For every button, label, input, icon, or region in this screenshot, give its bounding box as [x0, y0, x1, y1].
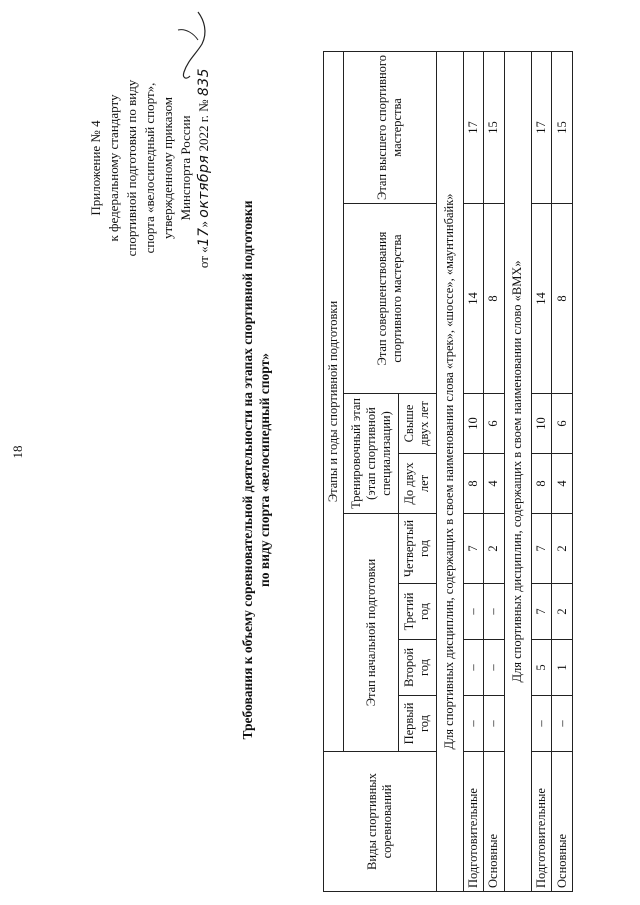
- table-cell: 10: [463, 394, 483, 454]
- table-cell: –: [463, 640, 483, 696]
- table-cell: –: [552, 696, 573, 752]
- order-mid: »: [196, 217, 211, 228]
- table-cell: 14: [463, 204, 483, 394]
- requirements-table-wrap: [323, 52, 573, 892]
- table-cell: 7: [532, 514, 552, 584]
- title-line-2: по виду спорта «велосипедный спорт»: [257, 353, 272, 587]
- table-cell: 8: [484, 204, 504, 394]
- signature-mark: [168, 10, 214, 82]
- header-stage-higher: Этап высшего спортивного мастерства: [344, 51, 436, 203]
- appendix-line-6: Минспорта России: [178, 115, 193, 221]
- row-label: Основные: [552, 752, 573, 892]
- table-cell: –: [484, 584, 504, 640]
- appendix-line-2: к федеральному стандарту: [106, 94, 121, 242]
- header-training-over-2: Свыше двух лет: [399, 394, 437, 454]
- order-number: 835: [196, 67, 212, 97]
- table-cell: 8: [532, 454, 552, 514]
- title-line-1: Требования к объему соревновательной деятельности на этапах спортивной подготовки: [240, 200, 255, 740]
- table-cell: 14: [532, 204, 552, 394]
- table-cell: 7: [532, 584, 552, 640]
- section-header-track: Для спортивных дисциплин, содержащих в своем наименовании слова «трек», «шоссе», «маунтинбайк»: [436, 51, 463, 891]
- header-stage-training: Тренировочный этап (этап спортивной специализации): [344, 394, 399, 514]
- table-cell: 2: [552, 584, 573, 640]
- header-stage-perfection: Этап совершенствования спортивного мастерства: [344, 204, 436, 394]
- header-stages: Этапы и годы спортивной подготовки: [324, 51, 344, 751]
- table-cell: –: [463, 696, 483, 752]
- table-cell: 10: [532, 394, 552, 454]
- table-cell: 8: [463, 454, 483, 514]
- table-cell: 15: [484, 51, 504, 203]
- order-day: 17: [196, 227, 212, 247]
- table-cell: 2: [484, 514, 504, 584]
- table-row: [552, 51, 573, 891]
- order-prefix: от «: [196, 246, 211, 269]
- table-cell: –: [484, 640, 504, 696]
- appendix-line-5: утвержденному приказом: [160, 97, 175, 239]
- order-month: октября: [196, 154, 212, 218]
- table-cell: 1: [552, 640, 573, 696]
- header-stage-initial: Этап начальной подготовки: [344, 514, 399, 752]
- requirements-table: [323, 51, 573, 892]
- header-competition-type: Виды спортивных соревнований: [324, 752, 437, 892]
- page-number: 18: [10, 445, 25, 459]
- table-cell: –: [532, 696, 552, 752]
- table-row: [463, 51, 483, 891]
- table-cell: 17: [463, 51, 483, 203]
- table-row: [532, 51, 552, 891]
- table-row: [484, 51, 504, 891]
- table-cell: 6: [552, 394, 573, 454]
- row-label: Подготовительные: [463, 752, 483, 892]
- table-cell: 7: [463, 514, 483, 584]
- header-year-1: Первый год: [399, 696, 437, 752]
- table-cell: –: [463, 584, 483, 640]
- row-label: Основные: [484, 752, 504, 892]
- table-cell: 4: [552, 454, 573, 514]
- header-training-up-to-2: До двух лет: [399, 454, 437, 514]
- header-year-2: Второй год: [399, 640, 437, 696]
- table-cell: 4: [484, 454, 504, 514]
- order-suffix: 2022 г. №: [196, 96, 211, 155]
- section-header-bmx: Для спортивных дисциплин, содержащих в своем наименовании слово «BMX»: [504, 51, 531, 891]
- table-cell: 8: [552, 204, 573, 394]
- document-title: [239, 160, 273, 780]
- table-cell: 15: [552, 51, 573, 203]
- table-cell: 2: [552, 514, 573, 584]
- appendix-line-4: спорта «велосипедный спорт»,: [142, 82, 157, 254]
- row-label: Подготовительные: [532, 752, 552, 892]
- appendix-line-3: спортивной подготовки по виду: [124, 79, 139, 257]
- table-cell: 6: [484, 394, 504, 454]
- header-year-3: Третий год: [399, 584, 437, 640]
- header-year-4: Четвертый год: [399, 514, 437, 584]
- appendix-line-1: Приложение № 4: [88, 120, 103, 216]
- table-cell: –: [484, 696, 504, 752]
- table-cell: 17: [532, 51, 552, 203]
- table-cell: 5: [532, 640, 552, 696]
